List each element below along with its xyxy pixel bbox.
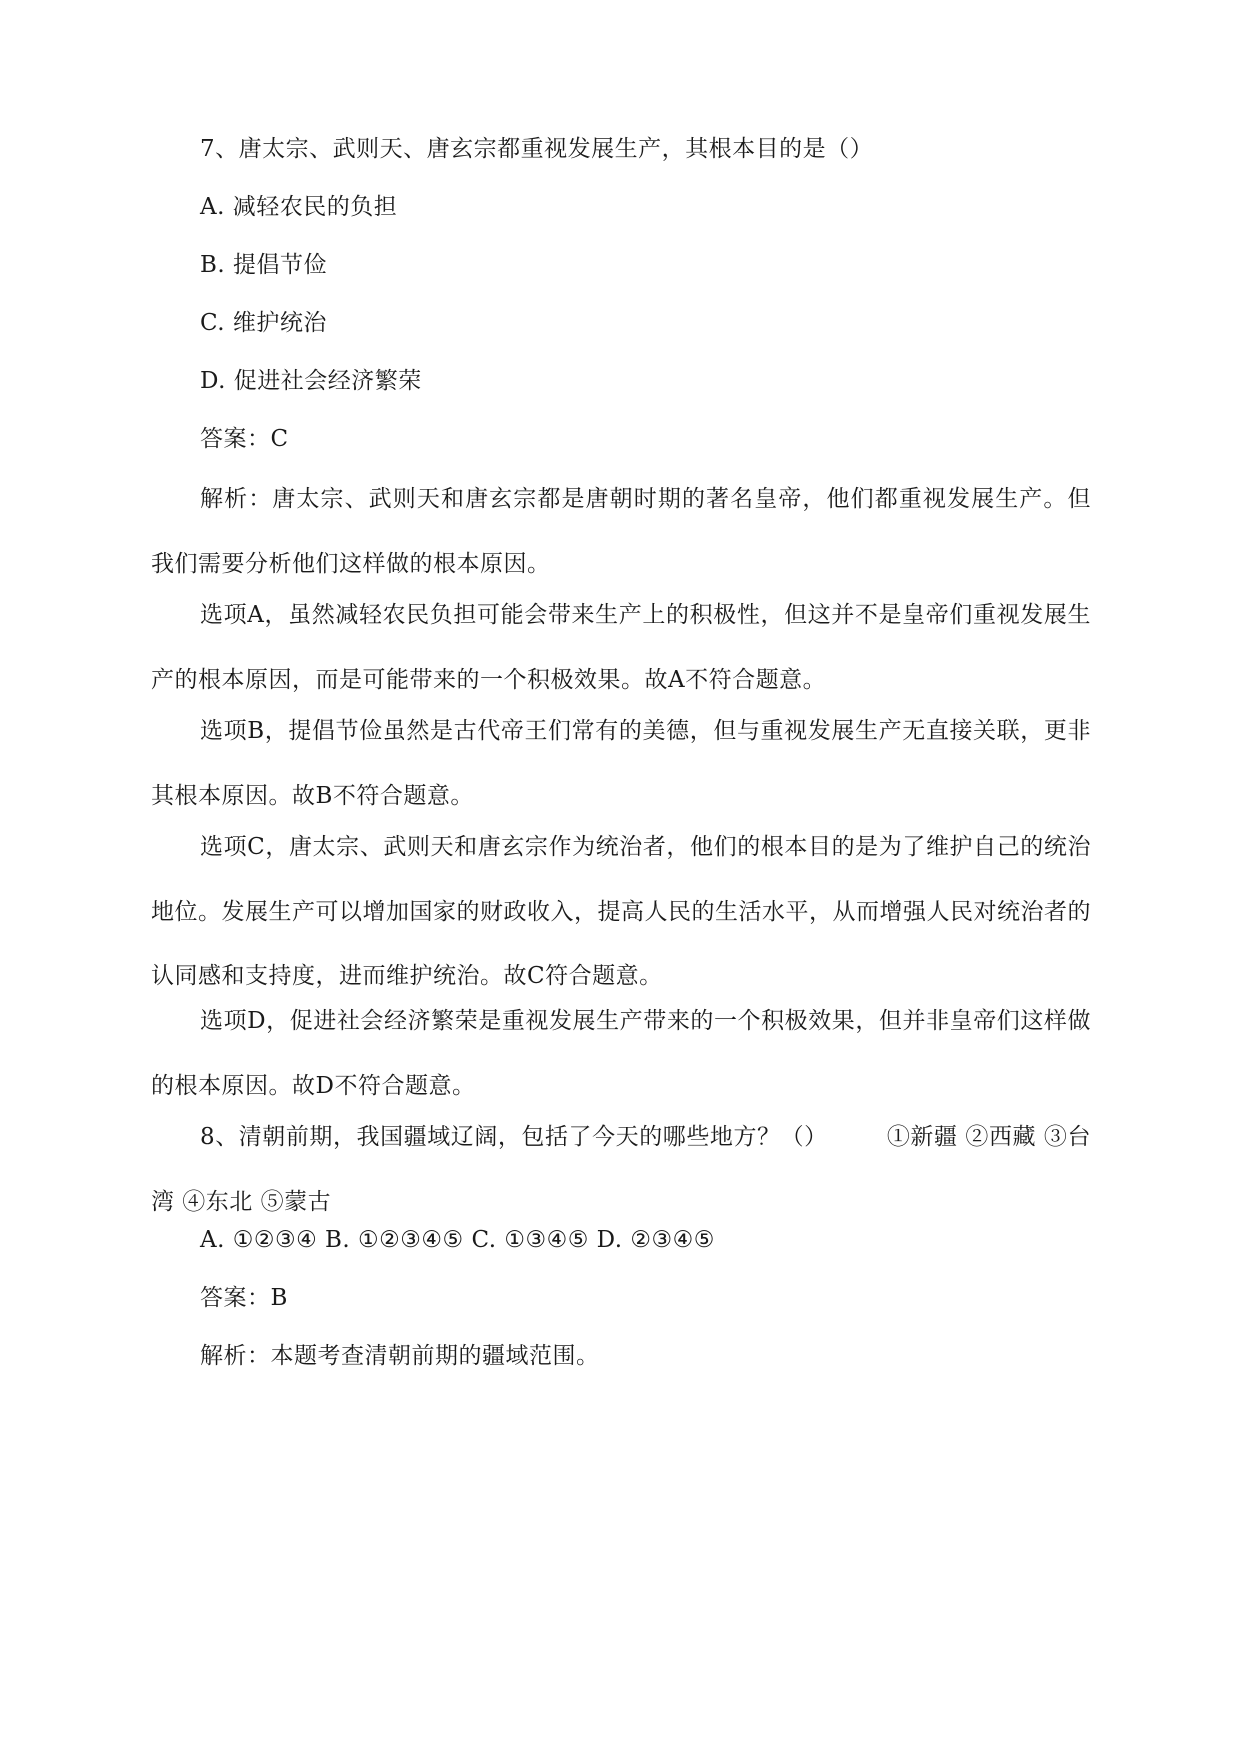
q7-answer: 答案：C	[200, 426, 289, 452]
q7-option-d: D. 促进社会经济繁荣	[200, 368, 422, 394]
q7-option-a: A. 减轻农民的负担	[200, 194, 398, 220]
q8-answer: 答案：B	[200, 1285, 288, 1311]
q7-option-c: C. 维护统治	[200, 310, 327, 336]
q8-question: 8、清朝前期，我国疆域辽阔，包括了今天的哪些地方？（） ①新疆 ②西藏 ③台湾 ④东北 ⑤蒙古	[151, 1124, 1091, 1215]
q7-analysis-d: 选项D，促进社会经济繁荣是重视发展生产带来的一个积极效果，但并非皇帝们这样做的根本原因。故D不符合题意。	[151, 1008, 1091, 1099]
q7-analysis-intro: 解析：唐太宗、武则天和唐玄宗都是唐朝时期的著名皇帝，他们都重视发展生产。但我们需要分析他们这样做的根本原因。	[151, 486, 1091, 577]
q7-option-b: B. 提倡节俭	[200, 252, 328, 278]
q7-question: 7、唐太宗、武则天、唐玄宗都重视发展生产，其根本目的是（）	[200, 136, 874, 162]
q8-analysis: 解析：本题考查清朝前期的疆域范围。	[200, 1343, 600, 1369]
q8-options: A. ①②③④ B. ①②③④⑤ C. ①③④⑤ D. ②③④⑤	[200, 1227, 715, 1253]
q7-analysis-b: 选项B，提倡节俭虽然是古代帝王们常有的美德，但与重视发展生产无直接关联，更非其根本原因。故B不符合题意。	[151, 718, 1091, 809]
q7-analysis-a: 选项A，虽然减轻农民负担可能会带来生产上的积极性，但这并不是皇帝们重视发展生产的根本原因，而是可能带来的一个积极效果。故A不符合题意。	[151, 602, 1091, 693]
q7-analysis-c: 选项C，唐太宗、武则天和唐玄宗作为统治者，他们的根本目的是为了维护自己的统治地位。发展生产可以增加国家的财政收入，提高人民的生活水平，从而增强人民对统治者的认同感和支持度，进而维护统治。故C符合题意。	[151, 834, 1091, 989]
